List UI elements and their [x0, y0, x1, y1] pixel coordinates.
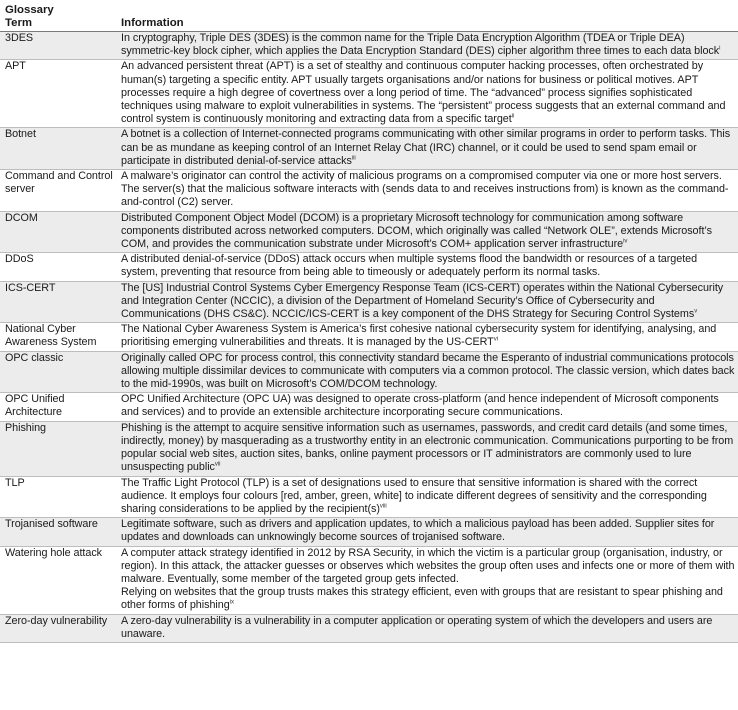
term-text: National Cyber Awareness System — [5, 323, 97, 349]
term-text: OPC Unified Architecture — [5, 393, 65, 419]
table-row — [0, 546, 738, 614]
information-cell — [116, 32, 738, 60]
information-paragraph — [121, 323, 735, 349]
information-paragraph — [121, 212, 735, 252]
table-row — [0, 32, 738, 60]
information-cell — [116, 323, 738, 351]
term-cell — [0, 421, 116, 476]
information-paragraph — [121, 128, 735, 168]
information-cell — [116, 351, 738, 393]
term-cell — [0, 60, 116, 128]
information-text: Originally called OPC for process control, this connectivity standard became the Esperanto of industrial communications protocols allowing multiple dissimilar devices to communicate with computers via a common protocol. The classic version, which dates back to the mid-1990s, was built on Microsoft’s COM/DCOM technology. — [121, 351, 735, 391]
information-text: The [US] Industrial Control Systems Cyber Emergency Response Team (ICS-CERT) operates within the National Cybersecurity and Integration Center (NCCIC), a division of the Department of Homeland Security’s Office of Cybersecurity and Communications (DHS CS&C). NCCIC/ICS-CERT is a key component of the DHS Strategy for Securing Control Systems — [121, 281, 724, 321]
table-row — [0, 170, 738, 212]
glossary-body — [0, 32, 738, 643]
information-paragraph — [121, 547, 735, 587]
information-paragraph — [121, 393, 735, 419]
table-row — [0, 421, 738, 476]
table-row — [0, 393, 738, 421]
header-term — [0, 0, 116, 32]
reference-marker[interactable]: ix — [229, 599, 234, 606]
information-text: In cryptography, Triple DES (3DES) is the common name for the Triple Data Encryption Algorithm (TDEA or Triple DEA) symmetric-key block cipher, which applies the Data Encryption Standard (DES) cipher algorithm three times to each data block — [121, 32, 720, 58]
term-cell — [0, 281, 116, 323]
term-text: APT — [5, 60, 26, 73]
information-cell — [116, 281, 738, 323]
information-text: Phishing is the attempt to acquire sensitive information such as usernames, passwords, and credit card details (and some times, indirectly, money) by masquerading as a trustworthy entity in an electronic communication. Communications purporting to be from popular social web sites, auction sites, banks, online payment processors or IT administrators are commonly used to lure unsuspecting public — [121, 421, 734, 474]
table-row — [0, 351, 738, 393]
information-paragraph — [121, 586, 735, 612]
information-text: OPC Unified Architecture (OPC UA) was designed to operate cross-platform (and hence independent of Microsoft components and services) and to provide an extensible architecture incorporating secure communications. — [121, 393, 719, 419]
information-cell — [116, 518, 738, 546]
table-row — [0, 518, 738, 546]
information-cell — [116, 170, 738, 212]
reference-marker[interactable]: i — [719, 45, 721, 52]
term-text: Botnet — [5, 128, 36, 141]
term-cell — [0, 476, 116, 518]
term-text: Trojanised software — [5, 518, 98, 531]
reference-marker[interactable]: v — [694, 308, 698, 315]
term-cell — [0, 253, 116, 281]
information-text: A malware’s originator can control the activity of malicious programs on a compromised computer via one or more host servers. The server(s) that the malicious software interacts with (sends data to and receives instructions from) is known as the command-and-control (C2) server. — [121, 170, 729, 209]
information-paragraph — [121, 518, 735, 544]
information-text: A distributed denial-of-service (DDoS) attack occurs when multiple systems flood the bandwidth or resources of a targeted system, preventing that resource from being able to timeously or adequately perform its normal tasks. — [121, 253, 698, 279]
information-text: The National Cyber Awareness System is America’s first cohesive national cybersecurity system for identifying, analysing, and prioritising emerging vulnerabilities and threats. It is managed by the US-CERT — [121, 323, 717, 349]
information-paragraph — [121, 253, 735, 279]
reference-marker[interactable]: iv — [623, 238, 628, 245]
information-cell — [116, 128, 738, 170]
table-row — [0, 323, 738, 351]
term-cell — [0, 323, 116, 351]
term-cell — [0, 393, 116, 421]
term-cell — [0, 546, 116, 614]
term-text: OPC classic — [5, 351, 64, 364]
term-text: Watering hole attack — [5, 546, 103, 559]
header-term-label: Glossary Term — [5, 4, 54, 29]
reference-marker[interactable]: vi — [493, 336, 498, 343]
reference-marker[interactable]: iii — [351, 155, 356, 162]
table-row — [0, 253, 738, 281]
information-paragraph — [121, 282, 735, 322]
table-row — [0, 281, 738, 323]
header-information — [116, 0, 738, 32]
information-text: A zero-day vulnerability is a vulnerability in a computer application or operating system of which the developers and users are unaware. — [121, 614, 713, 640]
table-header-row — [0, 0, 738, 32]
term-cell — [0, 614, 116, 642]
table-row — [0, 211, 738, 253]
information-cell — [116, 60, 738, 128]
information-cell — [116, 253, 738, 281]
information-text: A botnet is a collection of Internet-connected programs communicating with other similar programs in order to perform tasks. This can be as mundane as keeping control of an Internet Relay Chat (IRC) channel, or it could be used to send spam email or participate in distributed denial-of-service attacks — [121, 128, 731, 167]
information-paragraph — [121, 615, 735, 641]
term-text: DDoS — [5, 253, 34, 266]
term-text: 3DES — [5, 32, 34, 44]
term-text: Zero-day vulnerability — [5, 614, 108, 627]
term-cell — [0, 32, 116, 60]
term-text: ICS-CERT — [5, 281, 56, 294]
information-text: An advanced persistent threat (APT) is a set of stealthy and continuous computer hacking processes, often orchestrated by human(s) targeting a specific entity. APT usually targets organisations and/or nations for business or political motives. APT processes require a high degree of covertness over a long period of time. The “advanced” process signifies sophisticated techniques using malware to exploit vulnerabilities in systems. The “persistent” process suggests that an external command and control system is continuously monitoring and extracting data from a specific target — [121, 60, 726, 126]
information-cell — [116, 211, 738, 253]
information-text: A computer attack strategy identified in 2012 by RSA Security, in which the victim is a particular group (organisation, industry, or region). In this attack, the attacker guesses or observes which websites the group often uses and infects one or more of them with malware. Eventually, some member of the targeted group gets infected. — [121, 546, 735, 585]
term-text: Command and Control server — [5, 170, 113, 196]
reference-marker[interactable]: ii — [511, 113, 515, 120]
information-cell — [116, 546, 738, 614]
information-paragraph — [121, 422, 735, 475]
table-row — [0, 60, 738, 128]
information-text: Distributed Component Object Model (DCOM) is a proprietary Microsoft technology for communication among software components distributed across networked computers. DCOM, which originally was called “Network OLE”, extends Microsoft’s COM, and provides the communication substrate under Microsoft’s COM+ application server infrastructure — [121, 211, 712, 251]
term-cell — [0, 211, 116, 253]
information-cell — [116, 421, 738, 476]
table-row — [0, 614, 738, 642]
information-text: The Traffic Light Protocol (TLP) is a set of designations used to ensure that sensitive information is shared with the correct audience. It employs four colours [red, amber, green, white] to indicate different degrees of sensitivity and the corresponding sharing considerations to be applied by the recipient(s) — [121, 476, 707, 515]
information-paragraph — [121, 60, 735, 126]
information-paragraph — [121, 352, 735, 392]
information-cell — [116, 393, 738, 421]
information-text: Relying on websites that the group trusts makes this strategy efficient, even with groups that are resistant to spear phishing and other forms of phishing — [121, 586, 723, 612]
reference-marker[interactable]: vii — [214, 461, 221, 468]
information-text: Legitimate software, such as drivers and application updates, to which a malicious payload has been added. Supplier sites for updates and downloads can unknowingly become sources of trojanised software. — [121, 518, 715, 544]
information-cell — [116, 476, 738, 518]
reference-marker[interactable]: viii — [379, 503, 387, 510]
table-row — [0, 128, 738, 170]
header-information-label: Information — [121, 17, 184, 29]
table-row — [0, 476, 738, 518]
term-cell — [0, 128, 116, 170]
term-text: DCOM — [5, 211, 38, 224]
term-cell — [0, 518, 116, 546]
term-text: Phishing — [5, 421, 47, 434]
information-cell — [116, 614, 738, 642]
information-paragraph — [121, 32, 735, 58]
information-paragraph — [121, 477, 735, 517]
information-paragraph — [121, 170, 735, 210]
term-text: TLP — [5, 476, 25, 489]
term-cell — [0, 351, 116, 393]
term-cell — [0, 170, 116, 212]
